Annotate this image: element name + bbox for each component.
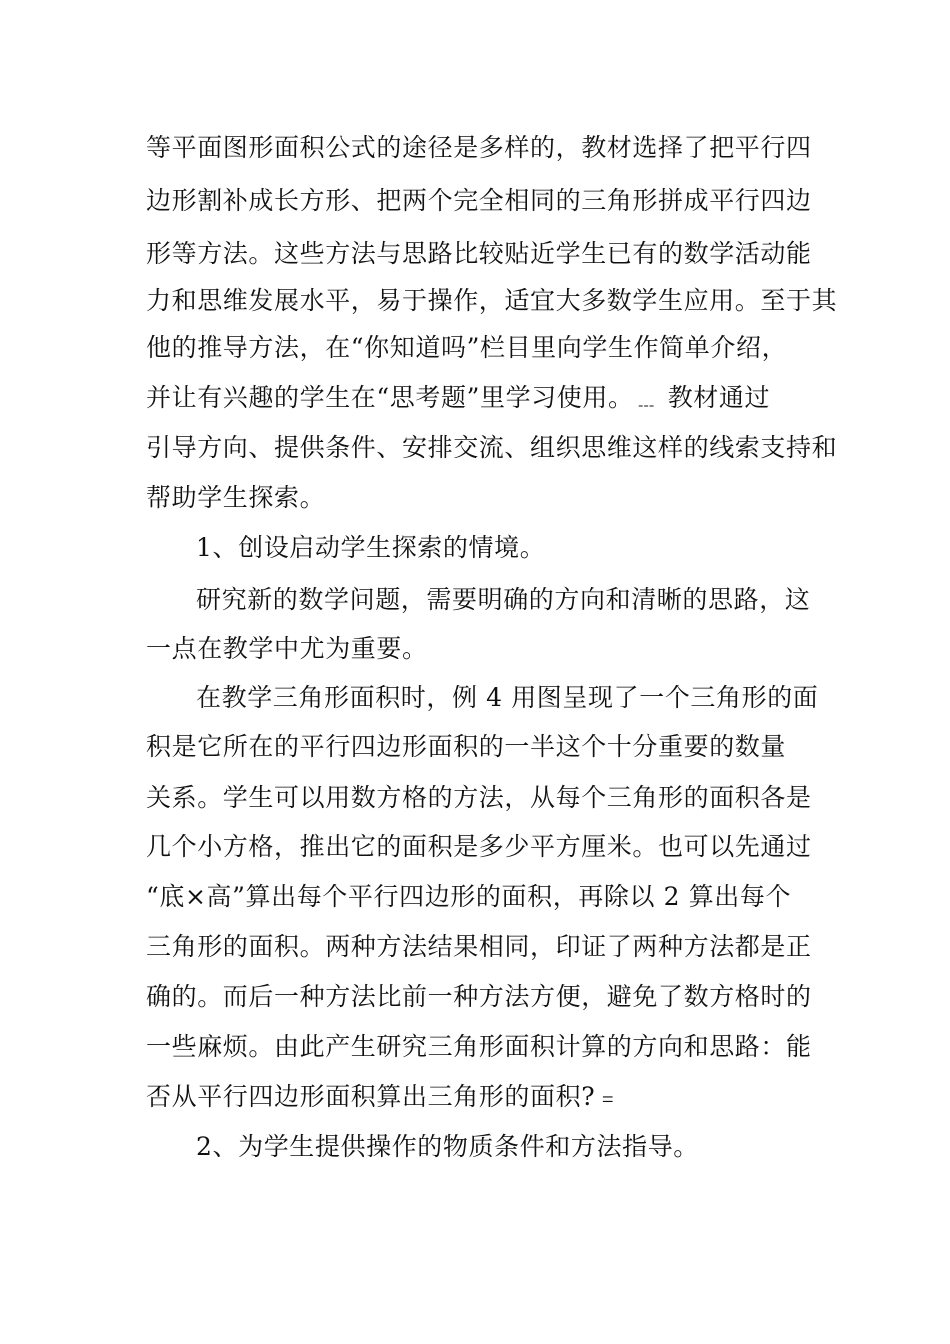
text-line: 边形割补成长方形、把两个完全相同的三角形拼成平行四边 — [146, 186, 812, 215]
text-line: 等平面图形面积公式的途径是多样的，教材选择了把平行四 — [146, 133, 812, 162]
text-line: 他的推导方法，在“你知道吗”栏目里向学生作简单介绍， — [146, 333, 788, 362]
text-line: 并让有兴趣的学生在“思考题”里学习使用。﹍ 教材通过 — [146, 383, 771, 412]
text-line: 关系。学生可以用数方格的方法，从每个三角形的面积各是 — [146, 783, 812, 812]
text-line: 否从平行四边形面积算出三角形的面积?﹦ — [146, 1082, 621, 1111]
text-line: 一点在教学中尤为重要。 — [146, 634, 428, 663]
text-line: 研究新的数学问题，需要明确的方向和清晰的思路，这 — [196, 585, 811, 614]
text-line: 积是它所在的平行四边形面积的一半这个十分重要的数量 — [146, 732, 787, 761]
text-line: “底×高”算出每个平行四边形的面积，再除以 2 算出每个 — [146, 882, 792, 911]
text-line: 三角形的面积。两种方法结果相同，印证了两种方法都是正 — [146, 932, 812, 961]
text-line: 形等方法。这些方法与思路比较贴近学生已有的数学活动能 — [146, 239, 812, 268]
text-line: 一些麻烦。由此产生研究三角形面积计算的方向和思路：能 — [146, 1032, 812, 1061]
text-line: 力和思维发展水平，易于操作，适宜大多数学生应用。至于其 — [146, 286, 838, 315]
section-heading: 2、为学生提供操作的物质条件和方法指导。 — [196, 1132, 699, 1161]
text-line: 引导方向、提供条件、安排交流、组织思维这样的线索支持和 — [146, 433, 838, 462]
text-line: 帮助学生探索。 — [146, 483, 326, 512]
text-line: 几个小方格，推出它的面积是多少平方厘米。也可以先通过 — [146, 832, 812, 861]
section-heading: 1、创设启动学生探索的情境。 — [196, 533, 546, 562]
text-line: 确的。而后一种方法比前一种方法方便，避免了数方格时的 — [146, 982, 812, 1011]
text-line: 在教学三角形面积时，例 4 用图呈现了一个三角形的面 — [196, 683, 819, 712]
